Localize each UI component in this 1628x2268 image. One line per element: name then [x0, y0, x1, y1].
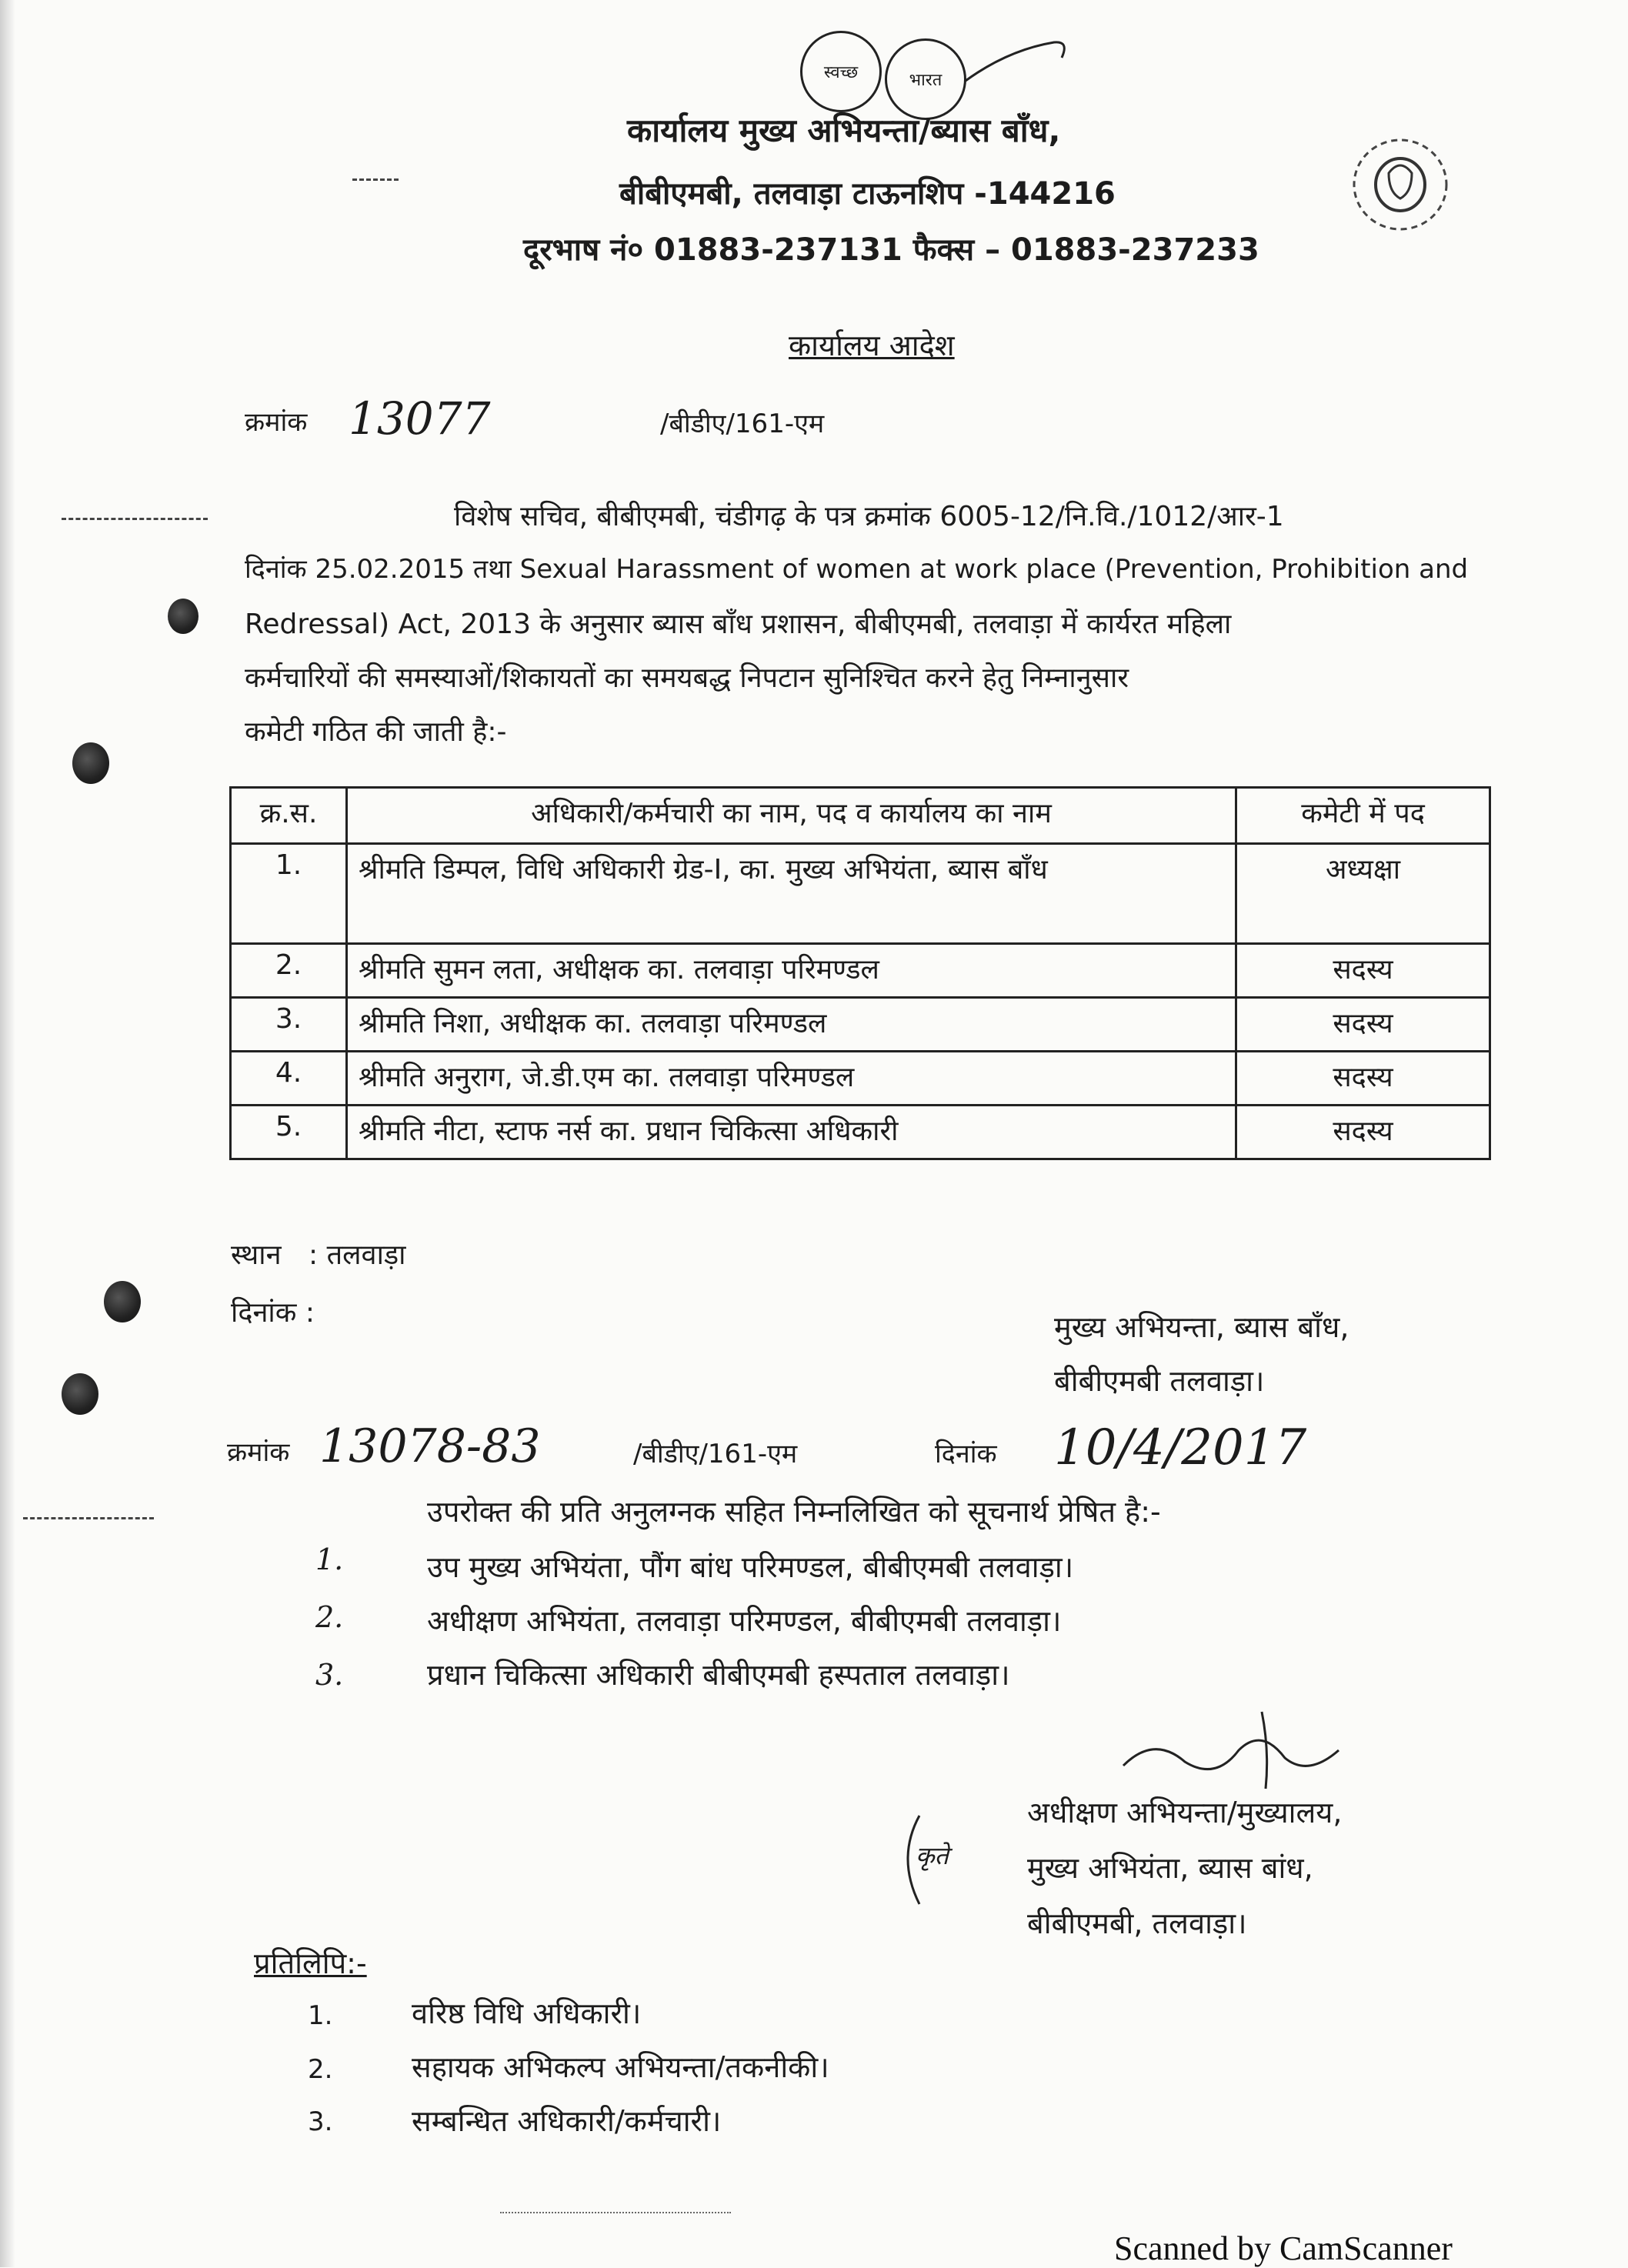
document-title: कार्यालय आदेश [789, 329, 955, 362]
filing-mark [500, 2212, 731, 2213]
cell-serial: 5. [231, 1106, 347, 1159]
punch-hole [104, 1281, 141, 1322]
cell-role: सदस्य [1236, 998, 1490, 1052]
cell-serial: 2. [231, 944, 347, 998]
page-edge [0, 0, 15, 2267]
copy-item-number: 1. [308, 2000, 333, 2031]
punch-hole [62, 1373, 98, 1415]
order-number-row [245, 392, 1014, 446]
copy-heading: प्रतिलिपि:- [254, 1946, 367, 1980]
bracket-scribble [889, 1812, 950, 1912]
copy-item: वरिष्ठ विधि अधिकारी। [412, 1996, 642, 2030]
scanner-watermark: Scanned by CamScanner [1114, 2230, 1453, 2267]
office-name: कार्यालय मुख्य अभियन्ता/ब्यास बाँध, [627, 112, 1061, 149]
filing-mark [62, 518, 208, 520]
cell-name: श्रीमति सुमन लता, अधीक्षक का. तलवाड़ा परिमण्डल [347, 944, 1236, 998]
copy-item: सहायक अभिकल्प अभियन्ता/तकनीकी। [412, 2050, 829, 2084]
copy-item: सम्बन्धित अधिकारी/कर्मचारी। [412, 2104, 722, 2138]
col-header-role: कमेटी में पद [1236, 788, 1490, 844]
date-label: दिनांक : [231, 1297, 315, 1329]
signature-2-line2: मुख्य अभियंता, ब्यास बांध, [1027, 1851, 1313, 1885]
on-behalf-mark: कृते [916, 1841, 949, 1870]
signature-2-line3: बीबीएमबी, तलवाड़ा। [1027, 1906, 1247, 1940]
table-row [231, 944, 1490, 998]
body-line: कर्मचारियों की समस्याओं/शिकायतों का समयबद्ध निपटान सुनिश्चित करने हेतु निम्नानुसार [245, 662, 1129, 694]
punch-hole [168, 599, 198, 634]
body-line: दिनांक 25.02.2015 तथा Sexual Harassment of women at work place (Prevention, Prohibition and [245, 554, 1469, 585]
cell-role: अध्यक्षा [1236, 844, 1490, 944]
endorsement-item-number: 2. [315, 1600, 344, 1634]
signature-2-line1: अधीक्षण अभियन्ता/मुख्यालय, [1027, 1796, 1343, 1829]
copy-item-number: 3. [308, 2106, 333, 2137]
order-label: क्रमांक [245, 407, 308, 438]
cell-role: सदस्य [1236, 1052, 1490, 1106]
office-contact: दूरभाष नं० 01883-237131 फैक्स – 01883-237233 [523, 232, 1259, 268]
table-row [231, 1106, 1490, 1159]
place-label: स्थान [231, 1239, 282, 1271]
table-row [231, 844, 1490, 944]
cell-serial: 1. [231, 844, 347, 944]
punch-hole [72, 742, 109, 784]
cell-name: श्रीमति नीटा, स्टाफ नर्स का. प्रधान चिकित्सा अधिकारी [347, 1106, 1236, 1159]
endorsement-date: 10/4/2017 [1054, 1419, 1307, 1476]
endorsement-suffix: /बीडीए/161-एम [633, 1439, 798, 1469]
endorsement-date-label: दिनांक [935, 1439, 997, 1469]
endorsement-intro: उपरोक्त की प्रति अनुलग्नक सहित निम्नलिखित को सूचनार्थ प्रेषित है:- [427, 1495, 1161, 1529]
glasses-arm-icon [962, 35, 1069, 88]
cell-name: श्रीमति निशा, अधीक्षक का. तलवाड़ा परिमण्डल [347, 998, 1236, 1052]
place-value: : तलवाड़ा [309, 1239, 406, 1271]
order-suffix: /बीडीए/161-एम [660, 409, 825, 439]
committee-table [229, 786, 1491, 1160]
signature-1-line1: मुख्य अभियन्ता, ब्यास बाँध, [1054, 1310, 1349, 1344]
filing-mark [23, 1517, 154, 1519]
logo-left-text: स्वच्छ [823, 63, 859, 82]
cell-serial: 4. [231, 1052, 347, 1106]
endorsement-row [227, 1419, 1381, 1489]
office-address: बीबीएमबी, तलवाड़ा टाऊनशिप -144216 [619, 176, 1116, 212]
filing-mark [352, 178, 399, 181]
cell-serial: 3. [231, 998, 347, 1052]
table-row [231, 998, 1490, 1052]
signature-block-1 [1054, 1300, 1349, 1408]
seal-icon [1335, 131, 1466, 238]
cell-role: सदस्य [1236, 944, 1490, 998]
body-line: Redressal) Act, 2013 के अनुसार ब्यास बाँध प्रशासन, बीबीएमबी, तलवाड़ा में कार्यरत महिला [245, 609, 1232, 640]
table-header-row [231, 788, 1490, 844]
cell-name: श्रीमति डिम्पल, विधि अधिकारी ग्रेड-I, का. मुख्य अभियंता, ब्यास बाँध [347, 844, 1236, 944]
copy-item-number: 2. [308, 2054, 333, 2085]
endorsement-item-number: 1. [315, 1543, 344, 1576]
endorsement-item: उप मुख्य अभियंता, पौंग बांध परिमण्डल, बीबीएमबी तलवाड़ा। [427, 1550, 1074, 1584]
endorsement-item-number: 3. [315, 1658, 344, 1692]
place-row [231, 1235, 405, 1272]
col-header-serial: क्र.स. [231, 788, 347, 844]
order-number: 13077 [349, 392, 491, 445]
col-header-name: अधिकारी/कर्मचारी का नाम, पद व कार्यालय का नाम [347, 788, 1236, 844]
endorsement-item: अधीक्षण अभियंता, तलवाड़ा परिमण्डल, बीबीएमबी तलवाड़ा। [427, 1604, 1062, 1638]
body-line: कमेटी गठित की जाती है:- [245, 716, 507, 748]
cell-name: श्रीमति अनुराग, जे.डी.एम का. तलवाड़ा परिमण्डल [347, 1052, 1236, 1106]
logo-right-text: भारत [909, 71, 942, 90]
cell-role: सदस्य [1236, 1106, 1490, 1159]
swachh-bharat-logo [792, 27, 1069, 119]
signature-block-2 [1027, 1785, 1342, 1951]
signature-1-line2: बीबीएमबी तलवाड़ा। [1054, 1364, 1265, 1398]
endorsement-item: प्रधान चिकित्सा अधिकारी बीबीएमबी हस्पताल तलवाड़ा। [427, 1658, 1010, 1692]
endorsement-number: 13078-83 [319, 1419, 541, 1473]
table-row [231, 1052, 1490, 1106]
body-line: विशेष सचिव, बीबीएमबी, चंडीगढ़ के पत्र क्रमांक 6005-12/नि.वि./1012/आर-1 [454, 501, 1284, 532]
endorsement-label: क्रमांक [227, 1437, 290, 1468]
